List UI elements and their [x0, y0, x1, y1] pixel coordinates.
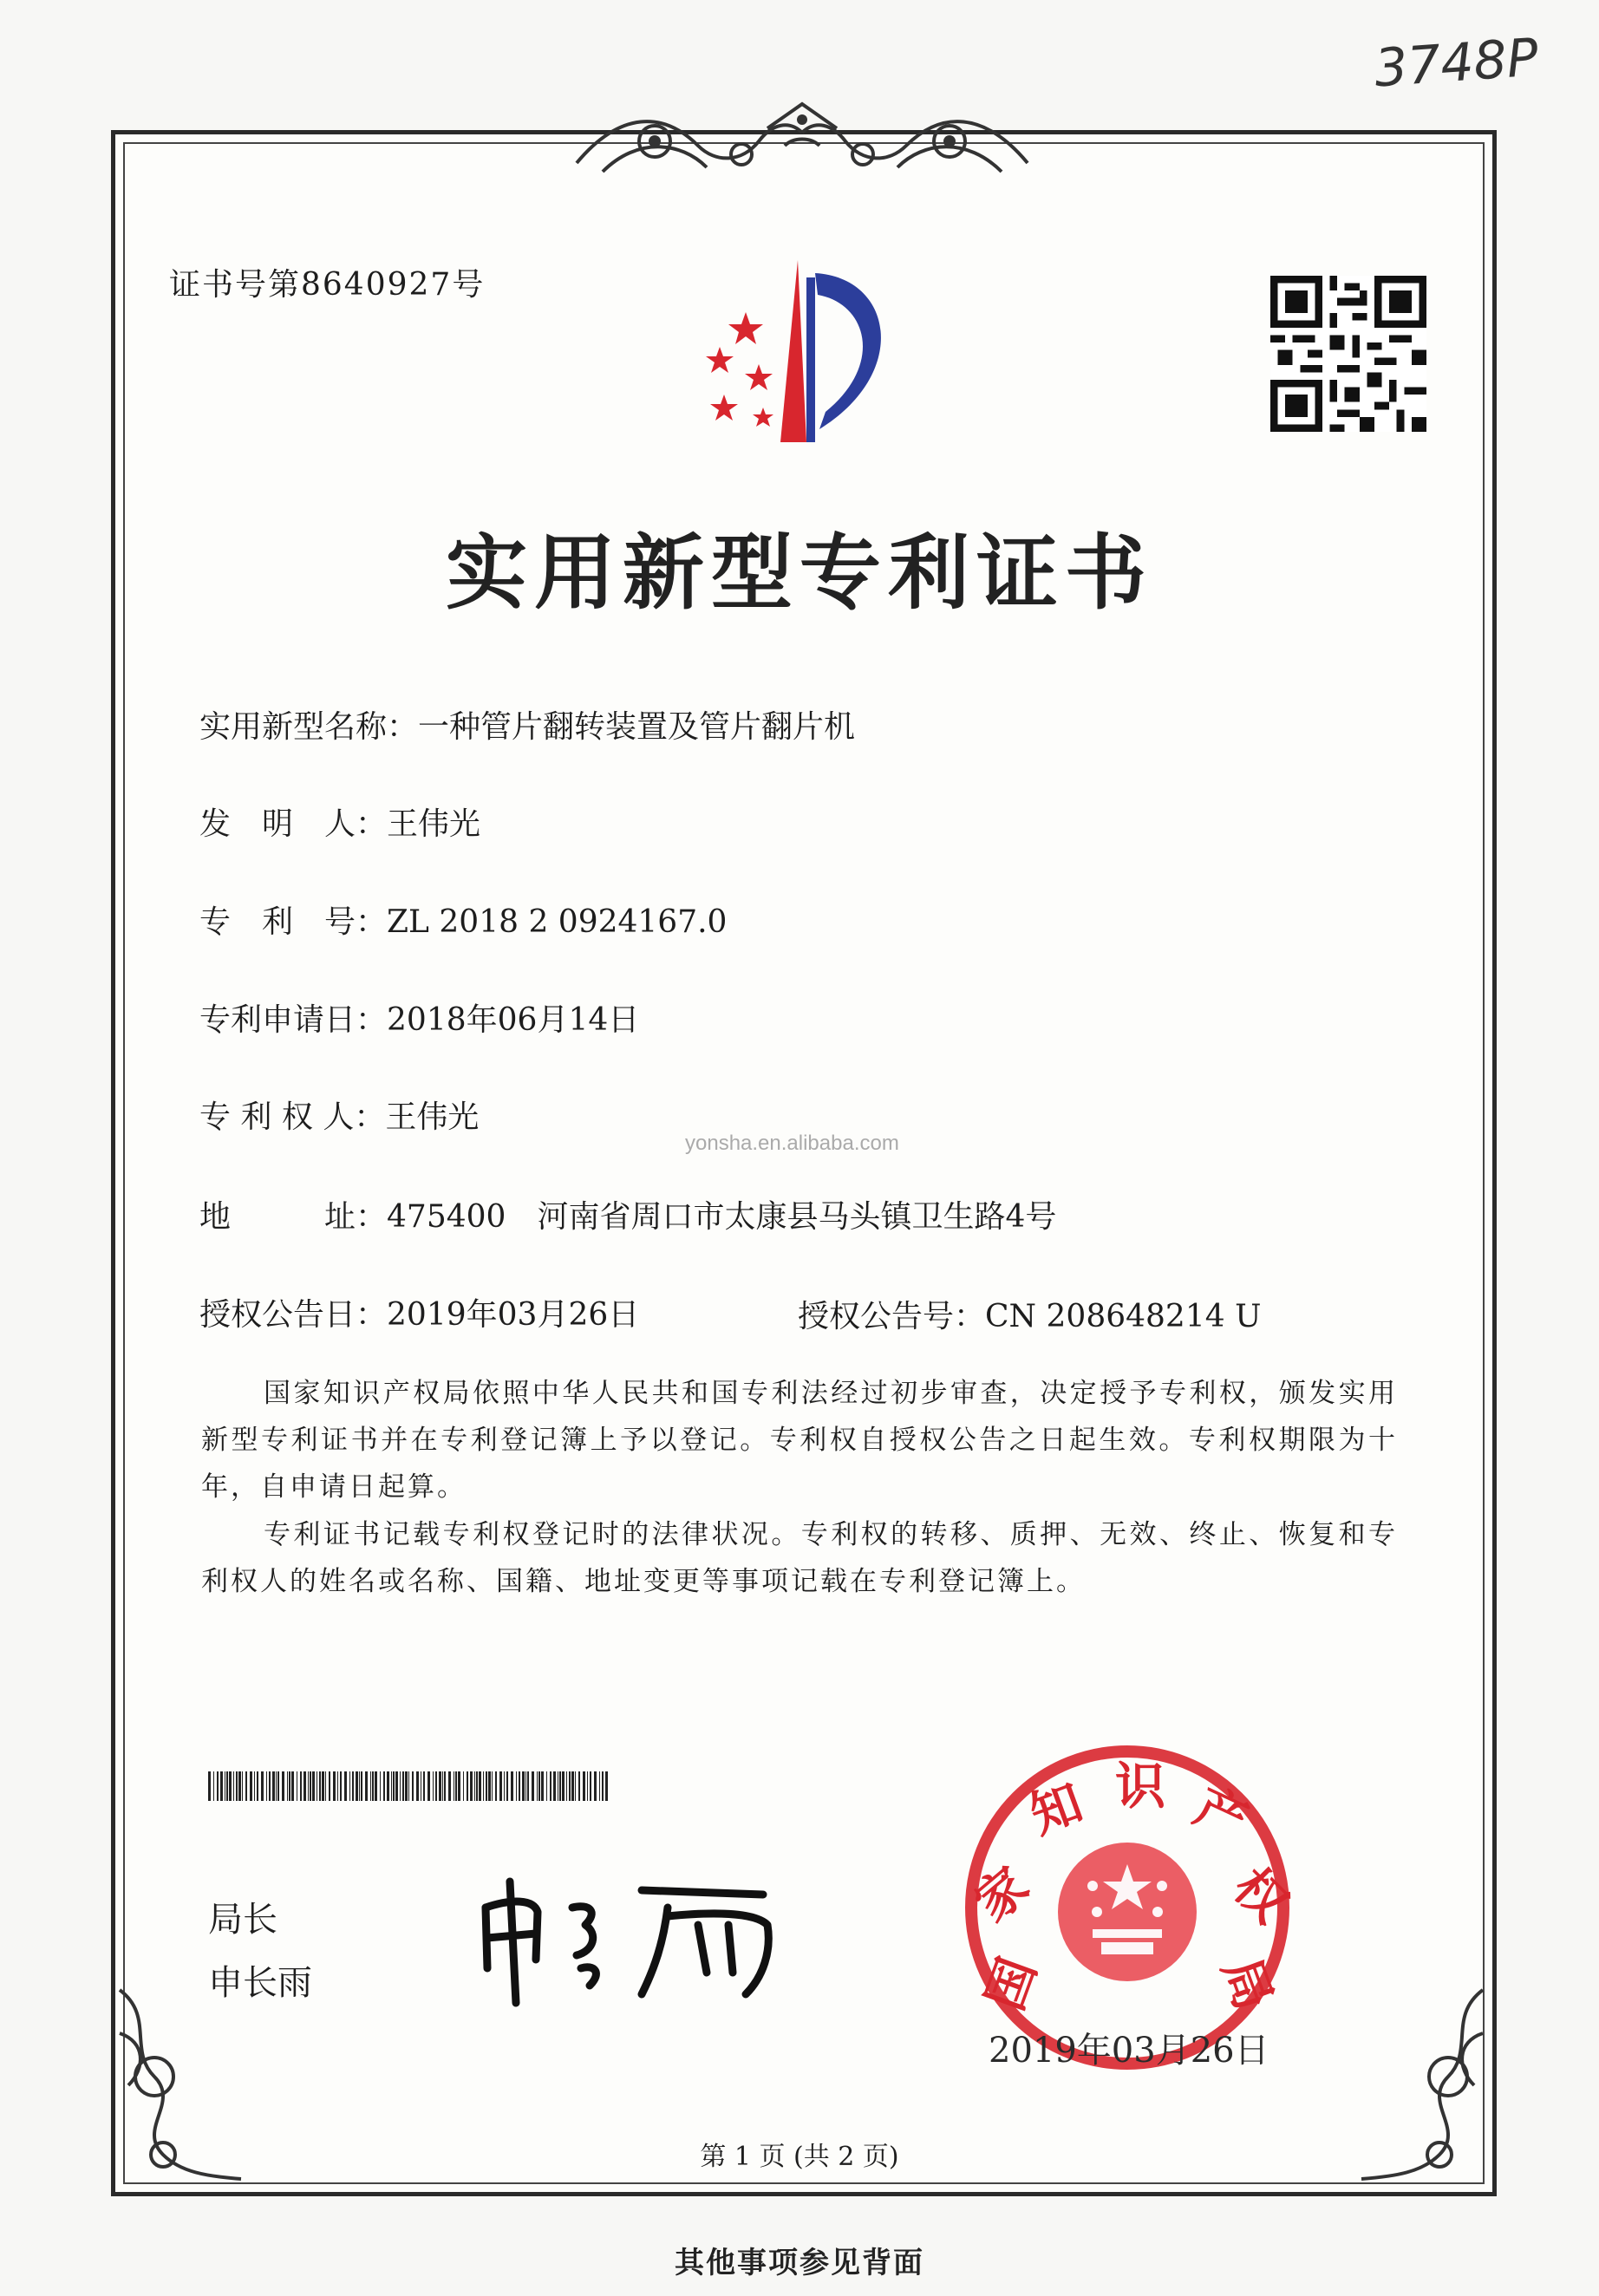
barcode-bar: [375, 1771, 377, 1801]
barcode-bar: [365, 1771, 368, 1801]
barcode-bar: [546, 1771, 547, 1801]
barcode-bar: [242, 1771, 243, 1801]
barcode-bar: [254, 1771, 255, 1801]
barcode-bar: [329, 1771, 330, 1801]
barcode-bar: [569, 1771, 571, 1801]
barcode-bar: [499, 1771, 502, 1801]
barcode-bar: [599, 1771, 600, 1801]
barcode-bar: [463, 1771, 464, 1801]
barcode-bar: [553, 1771, 556, 1801]
field-label: 实用新型名称：: [199, 709, 419, 745]
field-value: 2019年03月26日: [387, 1297, 640, 1333]
field-value: 王伟光: [387, 806, 481, 842]
barcode-bar: [344, 1771, 347, 1801]
barcode-bar: [444, 1771, 446, 1801]
barcode-bar: [511, 1771, 513, 1801]
barcode-bar: [276, 1771, 277, 1801]
seal-char: 识: [1114, 1757, 1166, 1816]
barcode-bar: [537, 1771, 538, 1801]
director-title: 局长: [208, 1900, 277, 1940]
barcode-bar: [519, 1771, 520, 1801]
barcode-bar: [277, 1771, 279, 1801]
barcode-bar: [312, 1771, 315, 1801]
barcode-bar: [605, 1771, 608, 1801]
barcode-bar: [310, 1771, 311, 1801]
barcode-bar: [291, 1771, 294, 1801]
field-label: 专 利 号：: [199, 904, 388, 940]
director-name: 申长雨: [208, 1963, 312, 2003]
signature-icon: [468, 1873, 798, 2012]
barcode-bar: [427, 1771, 430, 1801]
barcode-bar: [322, 1771, 324, 1801]
body-paragraph: 专利证书记载专利权登记时的法律状况。专利权的转移、质押、无效、终止、恢复和专利权人的姓名或名称、国籍、地址变更等事项记载在专利登记簿上。: [201, 1519, 1398, 1597]
watermark-text: yonsha.en.alibaba.com: [685, 1132, 899, 1155]
qr-code-icon: [1270, 276, 1426, 432]
barcode-bar: [571, 1771, 574, 1801]
barcode-bar: [387, 1771, 389, 1801]
barcode-bar: [402, 1771, 404, 1801]
body-paragraph: 国家知识产权局依照中华人民共和国专利法经过初步审查，决定授予专利权，颁发实用新型专利证书并在专利登记簿上予以登记。专利权自授权公告之日起生效。专利权期限为十年，自申请日起算。: [201, 1378, 1398, 1503]
seal-char: 知: [1022, 1772, 1091, 1846]
seal-char: 国: [975, 1950, 1048, 2019]
barcode-bar: [370, 1771, 371, 1801]
barcode-bar: [479, 1771, 481, 1801]
field-value: 一种管片翻转装置及管片翻片机: [418, 709, 856, 745]
seal-char: 家: [963, 1855, 1041, 1934]
barcode-bar: [538, 1771, 540, 1801]
barcode-bar: [391, 1771, 392, 1801]
barcode-bar: [483, 1771, 484, 1801]
barcode-bar: [361, 1771, 362, 1801]
barcode-bar: [587, 1771, 588, 1801]
barcode-bar: [261, 1771, 264, 1801]
barcode-bar: [250, 1771, 252, 1801]
barcode-bar: [442, 1771, 443, 1801]
barcode-bar: [590, 1771, 591, 1801]
barcode-bar: [233, 1771, 234, 1801]
barcode-bar: [356, 1771, 358, 1801]
seal-char: 产: [1185, 1776, 1257, 1851]
barcode-bar: [300, 1771, 302, 1801]
barcode-bar: [448, 1771, 451, 1801]
footer-note: 其他事项参见背面: [675, 2246, 924, 2280]
barcode-bar: [308, 1771, 309, 1801]
field-grant-number: [798, 1292, 1261, 1336]
barcode-icon: [208, 1771, 611, 1801]
field-label: 地 址：: [199, 1199, 388, 1235]
field-utility-model-name: [199, 702, 855, 747]
barcode-bar: [269, 1771, 271, 1801]
seal-date: 2019年03月26日: [989, 2031, 1269, 2071]
barcode-bar: [380, 1771, 381, 1801]
barcode-bar: [282, 1771, 284, 1801]
seal-char: 权: [1222, 1856, 1300, 1934]
barcode-bar: [408, 1771, 409, 1801]
barcode-bar: [359, 1771, 360, 1801]
field-value: ZL 2018 2 0924167.0: [387, 904, 728, 940]
barcode-bar: [495, 1771, 497, 1801]
barcode-bar: [578, 1771, 580, 1801]
barcode-bar: [488, 1771, 491, 1801]
barcode-bar: [238, 1771, 241, 1801]
barcode-bar: [372, 1771, 374, 1801]
barcode-bar: [272, 1771, 275, 1801]
barcode-bar: [349, 1771, 350, 1801]
barcode-bar: [236, 1771, 238, 1801]
barcode-bar: [395, 1771, 398, 1801]
handwritten-note: 3748P: [1372, 27, 1541, 100]
barcode-bar: [527, 1771, 529, 1801]
certificate-number: 证书号第8640927号: [169, 267, 486, 303]
barcode-bar: [226, 1771, 228, 1801]
field-patent-number: [199, 897, 727, 942]
barcode-bar: [433, 1771, 434, 1801]
barcode-bar: [566, 1771, 567, 1801]
field-address: [199, 1192, 1056, 1236]
barcode-bar: [562, 1771, 565, 1801]
barcode-bar: [467, 1771, 468, 1801]
barcode-bar: [217, 1771, 219, 1801]
barcode-bar: [575, 1771, 576, 1801]
barcode-bar: [333, 1771, 336, 1801]
barcode-bar: [352, 1771, 354, 1801]
seal-char: 局: [1211, 1950, 1284, 2019]
barcode-bar: [257, 1771, 258, 1801]
barcode-bar: [594, 1771, 597, 1801]
field-value: CN 208648214 U: [985, 1299, 1262, 1334]
barcode-bar: [400, 1771, 401, 1801]
barcode-bar: [220, 1771, 223, 1801]
barcode-bar: [522, 1771, 525, 1801]
barcode-bar: [532, 1771, 534, 1801]
barcode-bar: [416, 1771, 419, 1801]
barcode-bar: [541, 1771, 544, 1801]
barcode-bar: [504, 1771, 505, 1801]
barcode-bar: [486, 1771, 487, 1801]
barcode-bar: [492, 1771, 493, 1801]
barcode-bar: [470, 1771, 473, 1801]
barcode-bar: [516, 1771, 517, 1801]
field-label: 专 利 权 人：: [199, 1099, 386, 1135]
barcode-bar: [506, 1771, 508, 1801]
barcode-bar: [583, 1771, 585, 1801]
barcode-bar: [525, 1771, 526, 1801]
barcode-bar: [602, 1771, 604, 1801]
field-value: 王伟光: [385, 1099, 480, 1135]
barcode-bar: [319, 1771, 321, 1801]
barcode-bar: [439, 1771, 441, 1801]
barcode-bar: [287, 1771, 288, 1801]
barcode-bar: [412, 1771, 414, 1801]
field-label: 授权公告号：: [798, 1299, 986, 1334]
field-grant-date: [199, 1290, 639, 1334]
page-number: 第 1 页 (共 2 页): [700, 2142, 899, 2172]
barcode-bar: [458, 1771, 460, 1801]
barcode-bar: [303, 1771, 306, 1801]
field-label: 授权公告日：: [199, 1297, 388, 1333]
barcode-bar: [405, 1771, 408, 1801]
field-value: 2018年06月14日: [387, 1002, 640, 1038]
barcode-bar: [559, 1771, 561, 1801]
barcode-bar: [393, 1771, 395, 1801]
cnipa-logo-icon: [676, 251, 928, 451]
barcode-bar: [383, 1771, 385, 1801]
field-patentee: [199, 1093, 479, 1137]
barcode-bar: [423, 1771, 425, 1801]
barcode-bar: [340, 1771, 342, 1801]
top-ornament-icon: [568, 94, 1036, 189]
barcode-bar: [208, 1771, 211, 1801]
barcode-bar: [266, 1771, 267, 1801]
barcode-bar: [245, 1771, 247, 1801]
field-value: 475400 河南省周口市太康县马头镇卫生路4号: [387, 1199, 1057, 1235]
barcode-bar: [435, 1771, 437, 1801]
barcode-bar: [550, 1771, 551, 1801]
field-inventor: [199, 799, 480, 844]
field-label: 发 明 人：: [199, 806, 388, 842]
field-application-date: [199, 995, 639, 1040]
barcode-bar: [476, 1771, 478, 1801]
barcode-bar: [474, 1771, 475, 1801]
barcode-bar: [337, 1771, 338, 1801]
barcode-bar: [325, 1771, 326, 1801]
certificate-title: 实用新型专利证书: [445, 525, 1153, 621]
barcode-bar: [455, 1771, 457, 1801]
field-label: 专利申请日：: [199, 1002, 388, 1038]
barcode-bar: [213, 1771, 214, 1801]
barcode-bar: [229, 1771, 232, 1801]
barcode-bar: [289, 1771, 290, 1801]
